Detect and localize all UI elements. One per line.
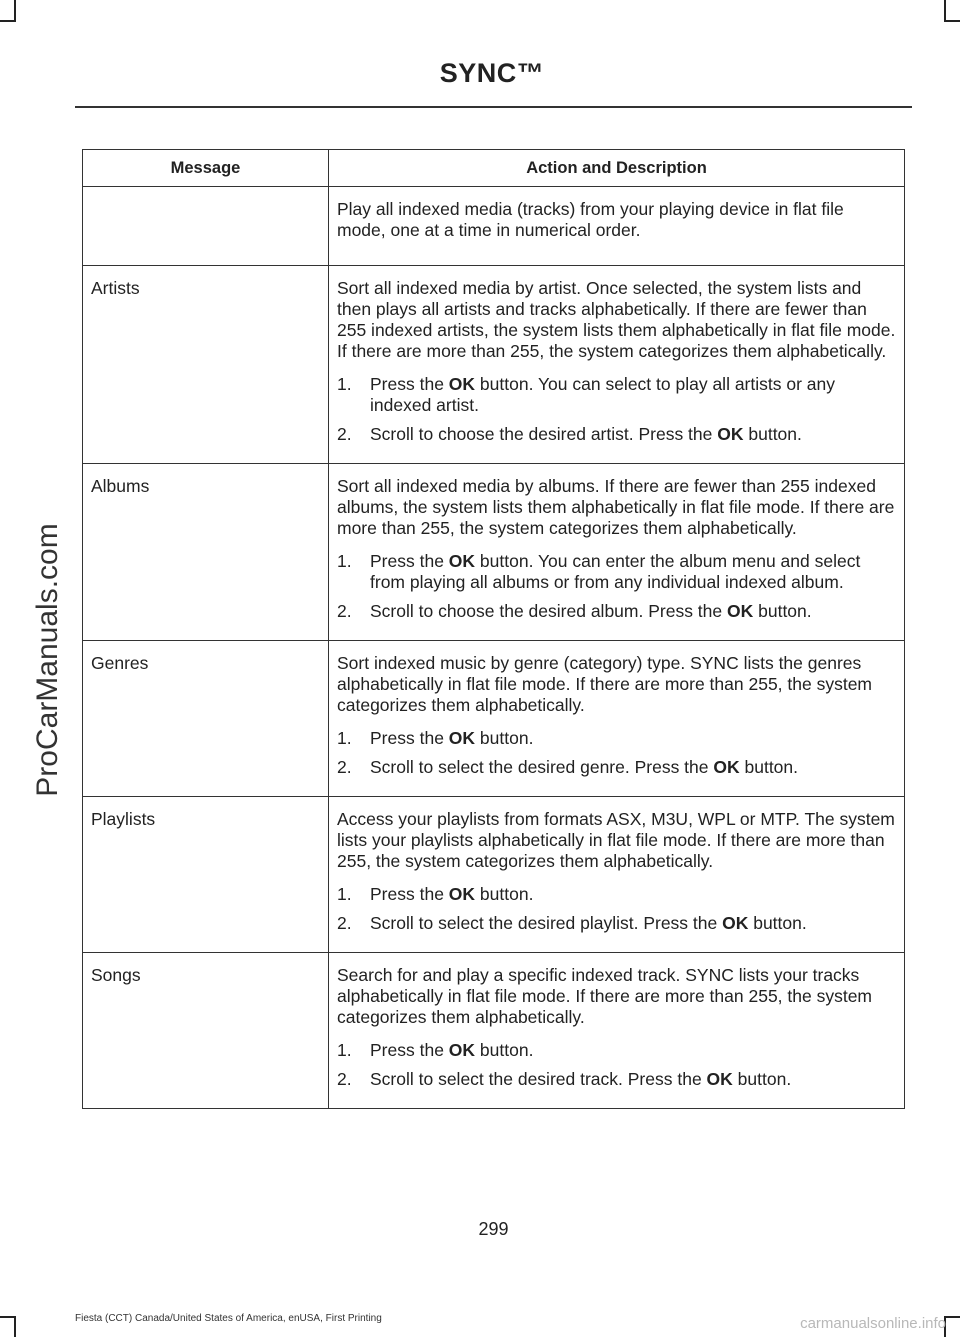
step-number: 1.: [337, 728, 352, 748]
description-text: Access your playlists from formats ASX, M3U, WPL or MTP. The system lists your playlists alphabetically in flat file mode. If there are more than 255, the system categorizes them alphabetically.: [337, 809, 895, 871]
step-text: button. You can select to play all artists or any indexed artist.: [370, 374, 835, 415]
message-cell: Genres: [83, 641, 329, 797]
step-number: 2.: [337, 757, 352, 777]
step-text: button.: [475, 1040, 534, 1060]
message-cell: Artists: [83, 266, 329, 464]
message-cell: Albums: [83, 464, 329, 641]
column-header-message: Message: [83, 150, 329, 187]
step-text: Scroll to choose the desired artist. Press the: [370, 424, 718, 444]
step-list: [337, 374, 897, 445]
page-title: SYNC™: [439, 58, 545, 88]
step-text: button.: [475, 728, 534, 748]
step-number: 1.: [337, 551, 352, 571]
step-text: button.: [732, 1069, 792, 1089]
description-text: Play all indexed media (tracks) from your playing device in flat file mode, one at a time in numerical order.: [337, 199, 844, 240]
message-cell: Songs: [83, 953, 329, 1109]
crop-mark: [944, 0, 946, 22]
description-cell: [329, 953, 905, 1109]
step-list: [337, 551, 897, 622]
step-item: [337, 424, 897, 445]
step-number: 1.: [337, 884, 352, 904]
table-row: [83, 187, 905, 266]
step-number: 2.: [337, 424, 352, 444]
column-header-action: Action and Description: [329, 150, 905, 187]
step-item: [337, 1040, 897, 1061]
ok-button-label: OK: [448, 374, 476, 394]
step-list: [337, 1040, 897, 1090]
step-item: [337, 374, 897, 416]
step-number: 2.: [337, 913, 352, 933]
description-text: Sort indexed music by genre (category) type. SYNC lists the genres alphabetically in flat file mode. If there are more than 255, the system categorizes them alphabetically.: [337, 653, 873, 715]
description-text: Sort all indexed media by albums. If there are fewer than 255 indexed albums, the system lists them alphabetically in flat file mode. If there are more than 255, the system categorizes them alphabetically.: [337, 476, 895, 538]
crop-mark: [14, 0, 16, 22]
step-item: [337, 601, 897, 622]
step-item: [337, 884, 897, 905]
message-cell: [83, 187, 329, 266]
step-text: Scroll to select the desired genre. Press the: [370, 757, 714, 777]
description-cell: [329, 266, 905, 464]
ok-button-label: OK: [717, 424, 744, 444]
step-text: Press the: [370, 551, 449, 571]
step-text: Scroll to select the desired playlist. Press the: [370, 913, 723, 933]
step-text: button.: [475, 884, 534, 904]
description-cell: [329, 187, 905, 266]
table-header-row: [83, 150, 905, 187]
description-text: Search for and play a specific indexed track. SYNC lists your tracks alphabetically in flat file mode. If there are more than 255, the system categorizes them alphabetically.: [337, 965, 873, 1027]
ok-button-label: OK: [706, 1069, 733, 1089]
ok-button-label: OK: [448, 884, 476, 904]
footer-text: Fiesta (CCT) Canada/United States of America, enUSA, First Printing: [75, 1313, 382, 1324]
site-watermark: carmanualsonline.info: [800, 1315, 946, 1332]
description-cell: [329, 797, 905, 953]
header-divider: [75, 106, 912, 108]
step-list: [337, 884, 897, 934]
step-item: [337, 728, 897, 749]
ok-button-label: OK: [448, 551, 476, 571]
step-list: [337, 728, 897, 778]
step-text: button.: [743, 424, 802, 444]
table-row: [83, 464, 905, 641]
crop-mark: [14, 1316, 16, 1337]
step-text: Press the: [370, 728, 449, 748]
description-cell: [329, 641, 905, 797]
step-number: 2.: [337, 601, 352, 621]
ok-button-label: OK: [722, 913, 749, 933]
table-row: [83, 797, 905, 953]
step-item: [337, 551, 897, 593]
crop-mark: [944, 1316, 960, 1318]
table-row: [83, 641, 905, 797]
step-text: Scroll to select the desired track. Press the: [370, 1069, 707, 1089]
step-text: Press the: [370, 374, 449, 394]
step-number: 1.: [337, 374, 352, 394]
description-text: Sort all indexed media by artist. Once selected, the system lists and then plays all artists and tracks alphabetically. If there are fewer than 255 indexed artists, the system lists them alphabetically in flat file mode. If there are more than 255, the system categorizes them alphabetically.: [337, 278, 896, 361]
step-text: Press the: [370, 1040, 449, 1060]
ok-button-label: OK: [713, 757, 740, 777]
step-text: button.: [739, 757, 799, 777]
step-number: 2.: [337, 1069, 352, 1089]
ok-button-label: OK: [448, 1040, 476, 1060]
watermark: ProCarManuals.com: [31, 523, 64, 797]
step-text: button.: [753, 601, 812, 621]
step-item: [337, 1069, 897, 1090]
step-item: [337, 913, 897, 934]
table-row: [83, 266, 905, 464]
description-cell: [329, 464, 905, 641]
step-text: Press the: [370, 884, 449, 904]
step-text: button. You can enter the album menu and select from playing all albums or from any individual indexed album.: [370, 551, 861, 592]
ok-button-label: OK: [727, 601, 754, 621]
step-number: 1.: [337, 1040, 352, 1060]
step-item: [337, 757, 897, 778]
message-table: [82, 149, 905, 1109]
message-cell: Playlists: [83, 797, 329, 953]
table-row: [83, 953, 905, 1109]
crop-mark: [944, 20, 960, 22]
crop-mark: [0, 20, 16, 22]
ok-button-label: OK: [448, 728, 476, 748]
crop-mark: [0, 1316, 16, 1318]
step-text: Scroll to choose the desired album. Press the: [370, 601, 727, 621]
step-text: button.: [748, 913, 807, 933]
page-number: 299: [478, 1219, 509, 1239]
